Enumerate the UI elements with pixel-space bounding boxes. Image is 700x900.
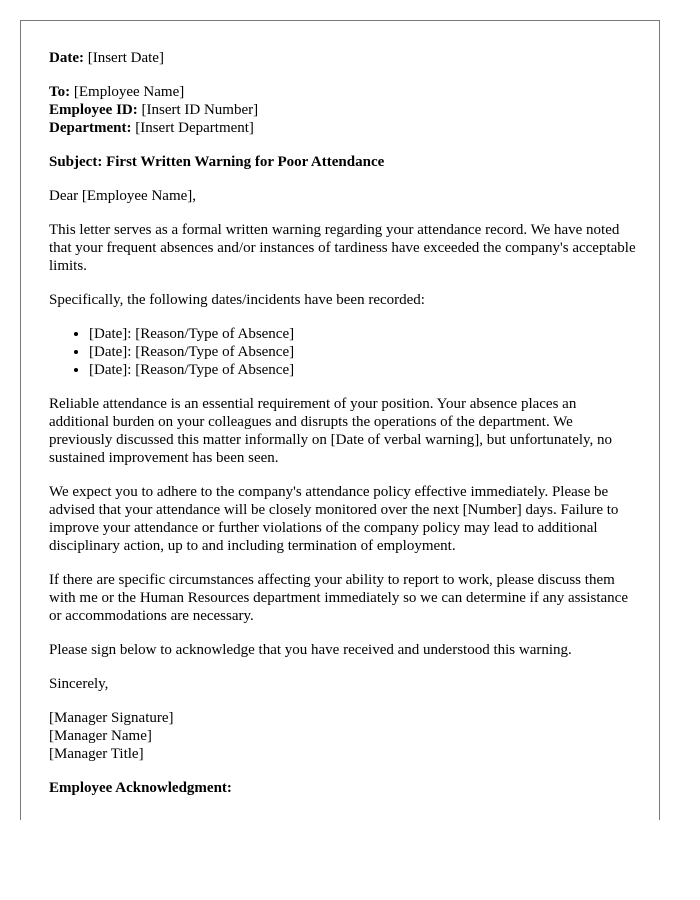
signature-block [49,709,639,763]
manager-title: [Manager Title] [49,746,144,762]
employee-id-label: Employee ID: [49,102,138,118]
manager-signature: [Manager Signature] [49,710,174,726]
date-label: Date: [49,50,84,66]
manager-name: [Manager Name] [49,728,152,744]
employee-id-line [49,101,639,119]
recipient-block [49,83,639,137]
employee-id-value: [Insert ID Number] [137,102,259,118]
subject-line: Subject: First Written Warning for Poor Attendance [49,154,385,170]
closing: Sincerely, [49,676,109,692]
department-line [49,119,639,137]
letter-content [49,49,639,813]
paragraph-sign-request: Please sign below to acknowledge that you have received and understood this warning. [49,642,572,658]
salutation: Dear [Employee Name], [49,188,197,204]
date-value: [Insert Date] [83,50,164,66]
to-value: [Employee Name] [70,84,185,100]
employee-acknowledgment-heading: Employee Acknowledgment: [49,780,232,796]
incident-item: • [Date]: [Reason/Type of Absence] [89,343,639,361]
paragraph-expectation: We expect you to adhere to the company's attendance policy effective immediately. Please be advised that your attendance will be closely monitored over the next [Number] days. Failure to improve your attendance or further violations of the company policy may lead to additional disciplinary action, up to and including termination of employment. [49,484,619,554]
to-line [49,83,639,101]
paragraph-requirement: Reliable attendance is an essential requirement of your position. Your absence places an additional burden on your colleagues and disrupts the operations of the department. We previously discussed this matter informally on [Date of verbal warning], but unfortunately, no sustained improvement has been seen. [49,396,613,466]
to-label: To: [49,84,71,100]
letter-page [20,20,660,820]
department-label: Department: [49,120,132,136]
incident-item: • [Date]: [Reason/Type of Absence] [89,361,639,379]
date-line [49,49,639,67]
paragraph-incidents-intro: Specifically, the following dates/incidents have been recorded: [49,292,425,308]
paragraph-intro: This letter serves as a formal written warning regarding your attendance record. We have noted that your frequent absences and/or instances of tardiness have exceeded the company's acceptable limits. [49,222,636,274]
incident-list [49,325,639,379]
incident-item: • [Date]: [Reason/Type of Absence] [89,325,639,343]
paragraph-circumstances: If there are specific circumstances affecting your ability to report to work, please discuss them with me or the Human Resources department immediately so we can determine if any assistance or accommodations are necessary. [49,572,628,624]
department-value: [Insert Department] [131,120,254,136]
